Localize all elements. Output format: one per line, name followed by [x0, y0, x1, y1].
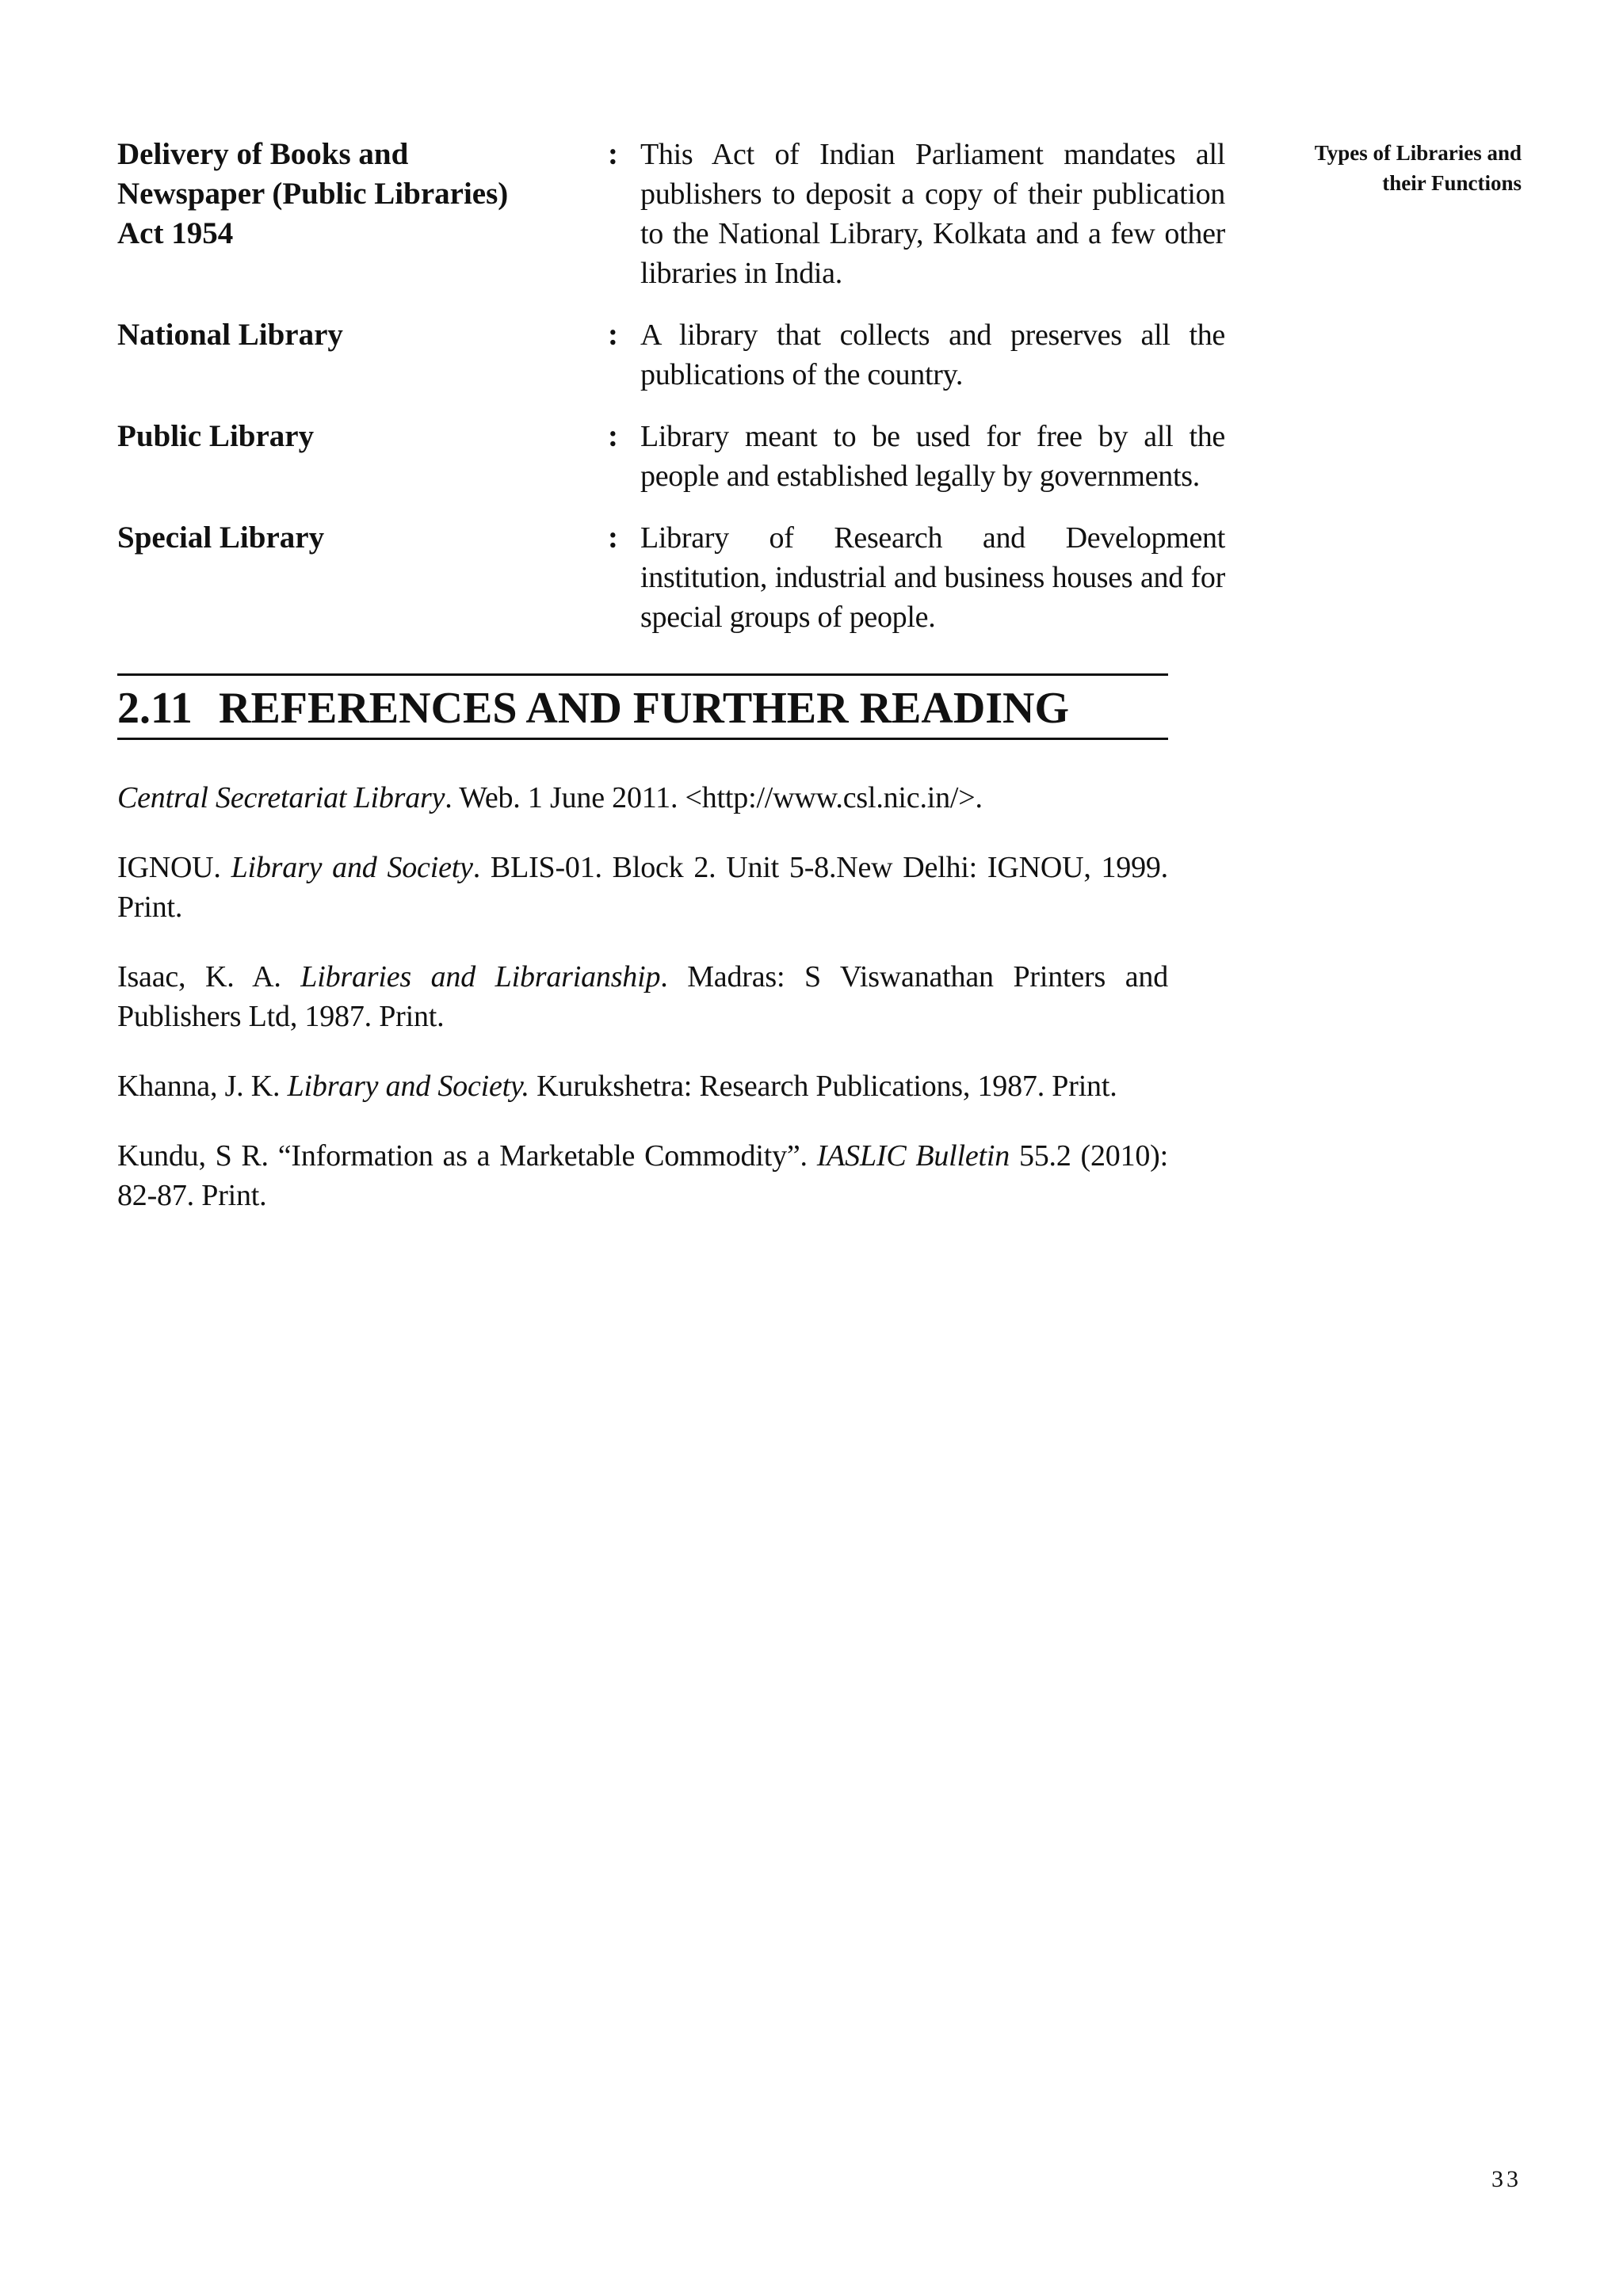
reference-text: Khanna, J. K.: [117, 1070, 288, 1103]
glossary-entry: [117, 417, 1225, 496]
glossary-definition: This Act of Indian Parliament mandates all publishers to deposit a copy of their publication to the National Library, Kolkata and a few other libraries in India.: [640, 138, 1225, 290]
running-head-line-2: their Functions: [1382, 171, 1522, 195]
glossary-term-line: Delivery of Books and: [117, 137, 409, 171]
reference-text: Isaac, K. A.: [117, 960, 301, 994]
reference-text: IGNOU.: [117, 851, 231, 884]
running-head-line-1: Types of Libraries and: [1314, 141, 1522, 165]
reference-title: Library and Society.: [287, 1070, 529, 1103]
reference-text: Kundu, S R. “Information as a Marketable Commodity”.: [117, 1139, 817, 1173]
glossary-separator: :: [608, 521, 618, 555]
section-number: 2.11: [117, 684, 193, 733]
reference-title: Libraries and Librarianship: [300, 960, 661, 994]
glossary-entry: [117, 315, 1225, 395]
glossary-entry: [117, 518, 1225, 637]
section-heading: [117, 673, 1168, 740]
reference-text: . Madras: S Viswanathan Printers and Publishers Ltd, 1987. Print.: [117, 960, 1168, 1033]
running-head: [1220, 138, 1522, 198]
glossary-definition: Library of Research and Development institution, industrial and business houses and for special groups of people.: [640, 521, 1225, 634]
glossary-term-line: Public Library: [117, 419, 315, 453]
glossary-term: [117, 135, 529, 254]
glossary-separator: :: [608, 419, 618, 453]
reference-text: Kurukshetra: Research Publications, 1987. Print.: [529, 1070, 1117, 1103]
reference-entry: [117, 1066, 1168, 1106]
glossary-separator: :: [608, 318, 618, 352]
reference-title: Central Secretariat Library: [117, 781, 445, 814]
reference-entry: [117, 1136, 1168, 1215]
glossary-definition: Library meant to be used for free by all the people and established legally by governments.: [640, 420, 1225, 493]
glossary-definition: A library that collects and preserves all the publications of the country.: [640, 318, 1225, 391]
section-title: REFERENCES AND FURTHER READING: [219, 684, 1070, 733]
reference-list: [117, 748, 1168, 1238]
glossary-term-line: National Library: [117, 318, 343, 352]
reference-title: Library and Society: [231, 851, 473, 884]
glossary-term: [117, 417, 529, 456]
reference-entry: [117, 778, 1168, 818]
glossary-term-line: Newspaper (Public Libraries): [117, 177, 509, 211]
reference-title: IASLIC Bulletin: [816, 1139, 1010, 1173]
glossary-term: [117, 518, 529, 558]
glossary-term-line: Special Library: [117, 521, 325, 555]
glossary-entry: [117, 135, 1225, 293]
glossary-term-line: Act 1954: [117, 216, 234, 250]
glossary-separator: :: [608, 137, 618, 171]
reference-text: 55.2 (2010): 82-87. Print.: [117, 1139, 1168, 1212]
reference-text: . Web. 1 June 2011. <http://www.csl.nic.in/>.: [445, 781, 983, 814]
glossary: [117, 135, 1225, 659]
glossary-term: [117, 315, 529, 355]
reference-text: . BLIS-01. Block 2. Unit 5-8.New Delhi: IGNOU, 1999. Print.: [117, 851, 1168, 924]
reference-entry: [117, 848, 1168, 927]
reference-entry: [117, 957, 1168, 1036]
page-number: 33: [1491, 2166, 1522, 2192]
